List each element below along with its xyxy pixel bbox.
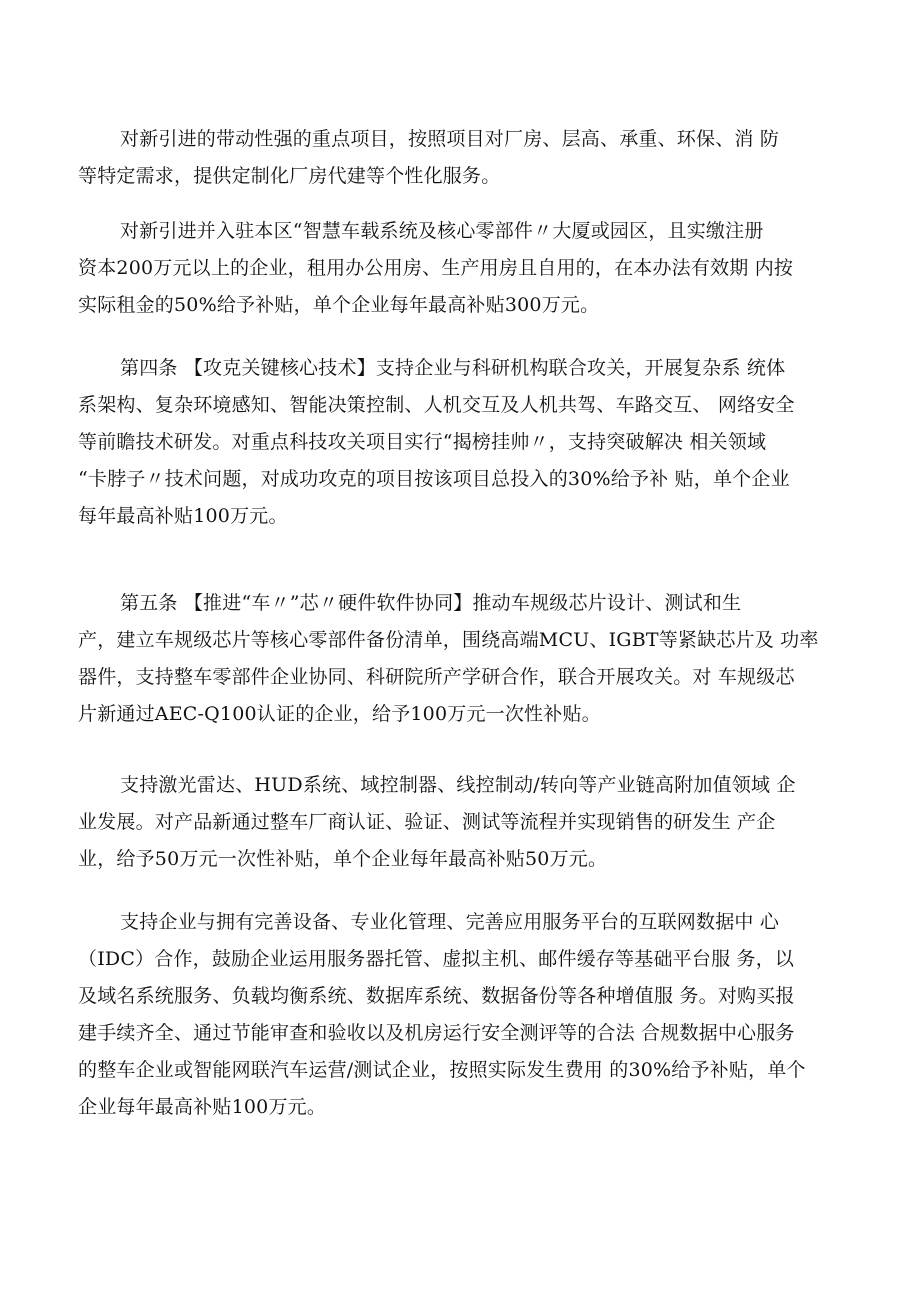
text-line: 第五条 【推进“车〃”芯〃硬件软件协同】推动车规级芯片设计、测试和生 (120, 592, 742, 614)
text-line: 器件，支持整车零部件企业协同、科研院所产学研合作，联合开展攻关。对 车规级芯 (78, 666, 795, 688)
text-line: 业，给予50万元一次性补贴，单个企业每年最高补贴50万元。 (78, 848, 608, 870)
text-line: 第四条 【攻克关键核心技术】支持企业与科研机构联合攻关，开展复杂系 统体 (120, 357, 786, 379)
text-line: 对新引进并入驻本区“智慧车载系统及核心零部件〃大厦或园区，且实缴注册 (120, 220, 764, 242)
text-line: 的整车企业或智能网联汽车运营/测试企业，按照实际发生费用 的30%给予补贴，单个 (78, 1059, 806, 1081)
text-line: 业发展。对产品新通过整车厂商认证、验证、测试等流程并实现销售的研发生 产企 (78, 811, 776, 833)
text-line: 片新通过AEC-Q100认证的企业，给予100万元一次性补贴。 (78, 703, 601, 725)
paragraph-article-5 (78, 585, 838, 733)
text-line: 支持企业与拥有完善设备、专业化管理、完善应用服务平台的互联网数据中 心 (120, 911, 780, 933)
text-line: 对新引进的带动性强的重点项目，按照项目对厂房、层高、承重、环保、消 防 (120, 128, 780, 150)
text-line: 等前瞻技术研发。对重点科技攻关项目实行“揭榜挂帅〃，支持突破解决 相关领域 (78, 431, 767, 453)
paragraph-factory-custom-build (78, 121, 838, 195)
paragraph-article-4 (78, 350, 838, 535)
text-line: 系架构、复杂环境感知、智能决策控制、人机交互及人机共驾、车路交互、 网络安全 (78, 394, 795, 416)
text-line: （IDC）合作，鼓励企业运用服务器托管、虚拟主机、邮件缓存等基础平台服 务，以 (78, 948, 795, 970)
text-line: 实际租金的50%给予补贴，单个企业每年最高补贴300万元。 (78, 294, 600, 316)
text-line: 产，建立车规级芯片等核心零部件备份清单，围绕高端MCU、IGBT等紧缺芯片及 功率 (78, 629, 819, 651)
text-line: 企业每年最高补贴100万元。 (78, 1096, 327, 1118)
text-line: 及域名系统服务、负载均衡系统、数据库系统、数据备份等各种增值服 务。对购买报 (78, 985, 795, 1007)
paragraph-rent-subsidy (78, 213, 838, 324)
text-line: 每年最高补贴100万元。 (78, 505, 288, 527)
paragraph-idc (78, 904, 838, 1126)
text-line: “卡脖子〃技术问题，对成功攻克的项目按该项目总投入的30%给予补 贴，单个企业 (78, 468, 790, 490)
text-line: 资本200万元以上的企业，租用办公用房、生产用房且自用的，在本办法有效期 内按 (78, 257, 794, 279)
text-line: 建手续齐全、通过节能审查和验收以及机房运行安全测评等的合法 合规数据中心服务 (78, 1022, 795, 1044)
text-line: 等特定需求，提供定制化厂房代建等个性化服务。 (78, 165, 501, 187)
text-line: 支持激光雷达、HUD系统、域控制器、线控制动/转向等产业链高附加值领域 企 (120, 774, 796, 796)
paragraph-lidar-hud (78, 767, 838, 878)
